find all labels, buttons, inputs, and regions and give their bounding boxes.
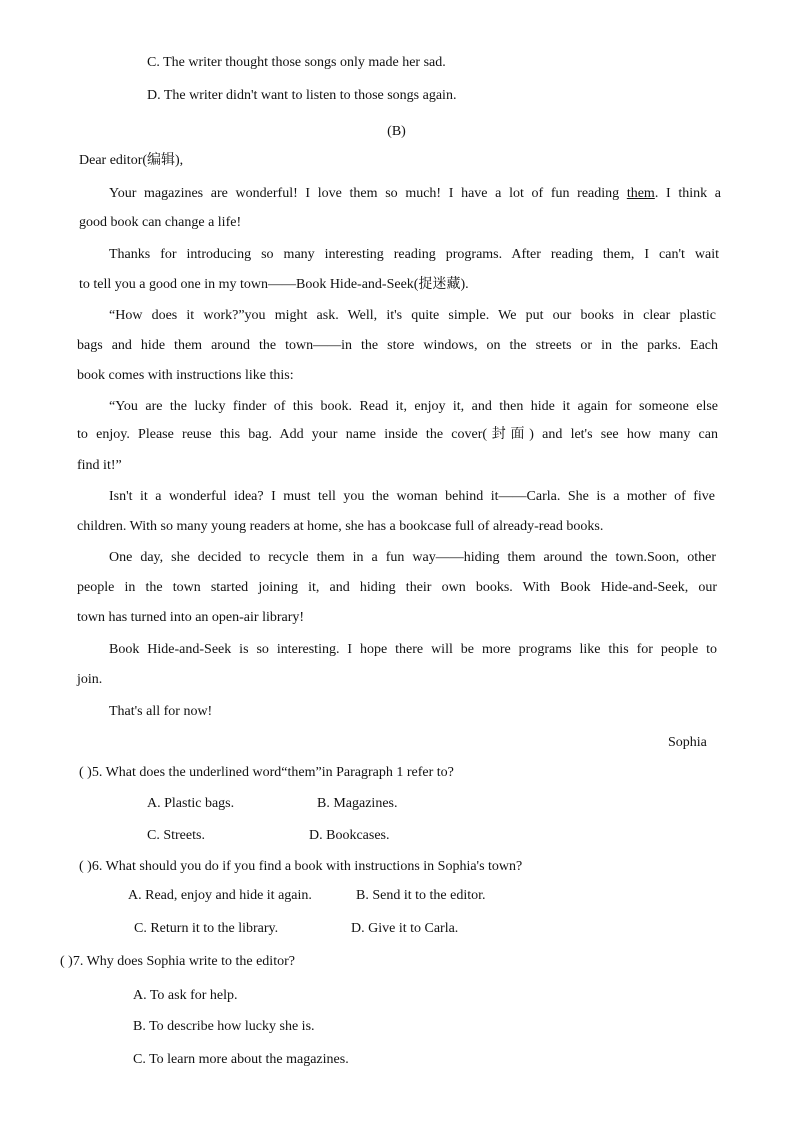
question-6-option-d: D. Give it to Carla.	[351, 921, 459, 936]
paragraph-1-line-1: Your magazines are wonderful! I love them so much! I have a lot of fun reading them. I think a	[109, 186, 721, 201]
section-label: (B)	[387, 124, 406, 139]
question-5-option-a: A. Plastic bags.	[147, 796, 235, 811]
paragraph-2-line-1: Thanks for introducing so many interesting reading programs. After reading them, I can't wait	[109, 247, 719, 262]
paragraph-1-line-2: good book can change a life!	[79, 215, 242, 230]
underlined-word: them	[626, 186, 655, 201]
paragraph-6-line-1: One day, she decided to recycle them in a fun way——hiding them around the town.Soon, other	[109, 550, 716, 565]
paragraph-6-line-3: town has turned into an open-air library!	[77, 610, 305, 625]
question-6-option-c: C. Return it to the library.	[134, 921, 279, 936]
paragraph-3-line-3: book comes with instructions like this:	[77, 368, 294, 383]
question-7-option-c: C. To learn more about the magazines.	[133, 1052, 349, 1067]
paragraph-6-line-2: people in the town started joining it, and hiding their own books. With Book Hide-and-Seek, our	[77, 580, 717, 595]
question-5-option-c: C. Streets.	[147, 828, 205, 843]
option-d-prev: D. The writer didn't want to listen to those songs again.	[147, 88, 457, 103]
question-6-option-a: A. Read, enjoy and hide it again.	[128, 888, 312, 903]
option-c-prev: C. The writer thought those songs only made her sad.	[147, 55, 446, 70]
paragraph-3-line-1: “How does it work?”you might ask. Well, it's quite simple. We put our books in clear plastic	[109, 308, 716, 323]
paragraph-5-line-2: children. With so many young readers at home, she has a bookcase full of already-read books.	[77, 519, 604, 534]
question-7-stem: ( )7. Why does Sophia write to the editor?	[60, 954, 295, 969]
paragraph-2-line-2: to tell you a good one in my town——Book Hide-and-Seek(捉迷藏).	[79, 277, 469, 292]
paragraph-4-line-3: find it!”	[77, 458, 122, 473]
letter-salutation: Dear editor(编辑),	[79, 153, 184, 168]
question-7-option-b: B. To describe how lucky she is.	[133, 1019, 315, 1034]
paragraph-7-line-2: join.	[77, 672, 103, 687]
question-7-option-a: A. To ask for help.	[133, 988, 238, 1003]
question-5-stem: ( )5. What does the underlined word“them”in Paragraph 1 refer to?	[79, 765, 454, 780]
paragraph-4-line-2: to enjoy. Please reuse this bag. Add your name inside the cover(封面) and let's see how many can	[77, 427, 718, 442]
letter-closing: That's all for now!	[109, 704, 213, 719]
question-6-option-b: B. Send it to the editor.	[356, 888, 486, 903]
question-5-option-d: D. Bookcases.	[309, 828, 390, 843]
question-5-option-b: B. Magazines.	[317, 796, 398, 811]
question-6-stem: ( )6. What should you do if you find a book with instructions in Sophia's town?	[79, 859, 523, 874]
paragraph-5-line-1: Isn't it a wonderful idea? I must tell you the woman behind it——Carla. She is a mother of five	[109, 489, 715, 504]
paragraph-3-line-2: bags and hide them around the town——in the store windows, on the streets or in the parks. Each	[77, 338, 718, 353]
paragraph-4-line-1: “You are the lucky finder of this book. Read it, enjoy it, and then hide it again for someone else	[109, 399, 718, 414]
letter-signature: Sophia	[668, 735, 707, 750]
paragraph-7-line-1: Book Hide-and-Seek is so interesting. I hope there will be more programs like this for people to	[109, 642, 717, 657]
